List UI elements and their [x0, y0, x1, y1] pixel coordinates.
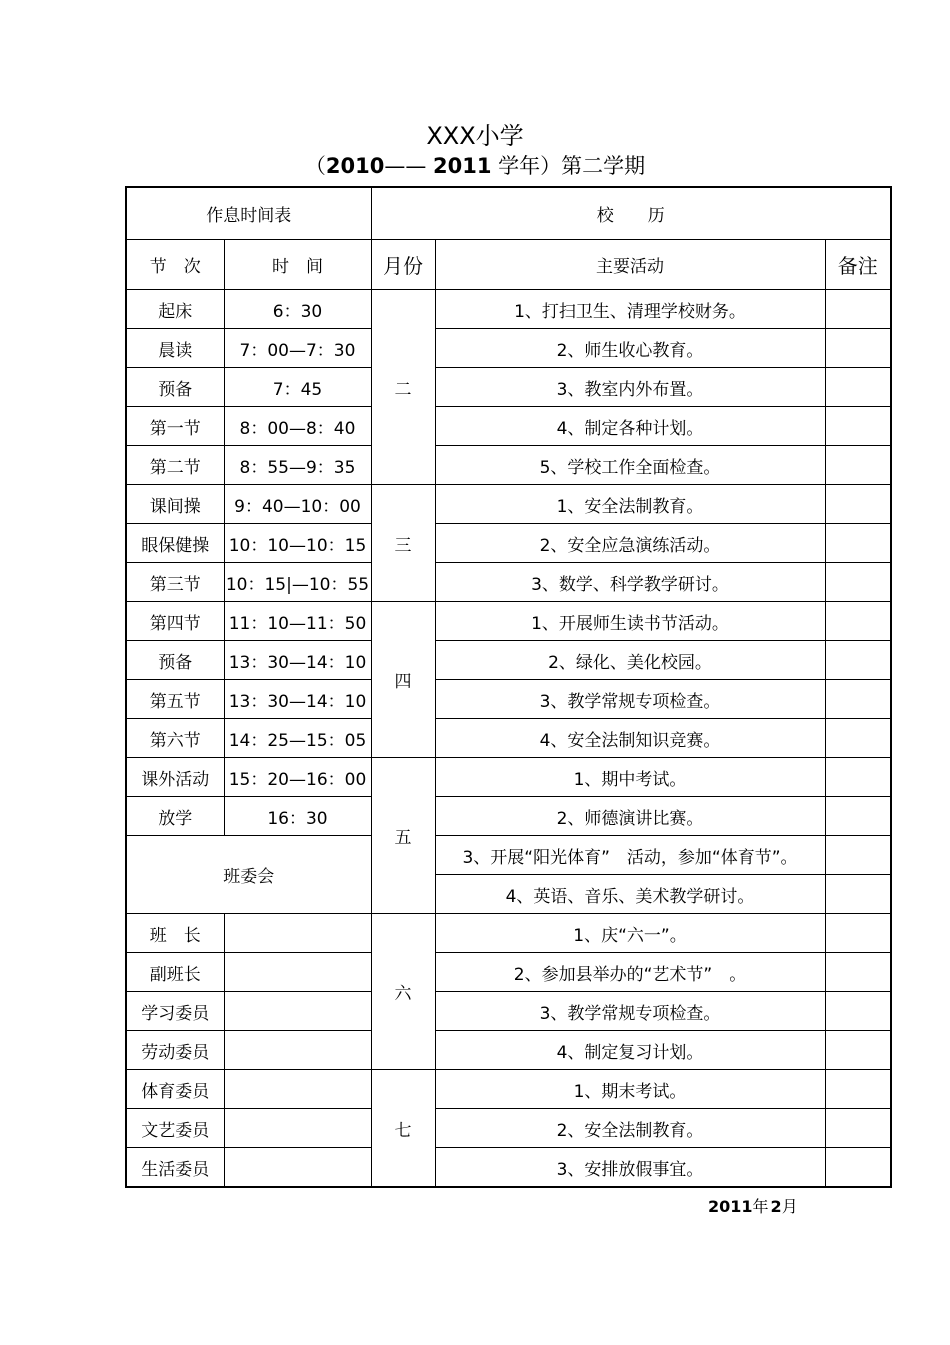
- note-cell: [825, 602, 891, 641]
- time-cell: 13：30—14：10: [224, 680, 371, 719]
- activity-cell: 1、打扫卫生、清理学校财务。: [435, 290, 825, 329]
- committee-role-cell: 文艺委员: [126, 1109, 224, 1148]
- note-cell: [825, 329, 891, 368]
- table-row: [126, 797, 891, 836]
- activity-cell: 1、期末考试。: [435, 1070, 825, 1109]
- table-row: [126, 329, 891, 368]
- col-month: 月份: [371, 240, 435, 290]
- period-cell: 第一节: [126, 407, 224, 446]
- table-row: [126, 1148, 891, 1188]
- note-cell: [825, 836, 891, 875]
- table-row: [126, 1031, 891, 1070]
- note-cell: [825, 485, 891, 524]
- time-cell: 6：30: [224, 290, 371, 329]
- activity-cell: 4、安全法制知识竞赛。: [435, 719, 825, 758]
- note-cell: [825, 446, 891, 485]
- committee-name-cell: [224, 1148, 371, 1188]
- activity-cell: 4、英语、音乐、美术教学研讨。: [435, 875, 825, 914]
- committee-role-cell: 学习委员: [126, 992, 224, 1031]
- activity-cell: 2、安全法制教育。: [435, 1109, 825, 1148]
- table-row: [126, 836, 891, 875]
- document-date: 2011年 2月: [708, 1197, 798, 1216]
- note-cell: [825, 563, 891, 602]
- time-cell: 14：25—15：05: [224, 719, 371, 758]
- time-cell: 11：10—11：50: [224, 602, 371, 641]
- activity-cell: 2、参加县举办的“艺术节” 。: [435, 953, 825, 992]
- table-row: [126, 368, 891, 407]
- period-cell: 第五节: [126, 680, 224, 719]
- table-row: [126, 290, 891, 329]
- month-cell: 三: [371, 485, 435, 602]
- period-cell: 眼保健操: [126, 524, 224, 563]
- month-cell: 六: [371, 914, 435, 1070]
- activity-cell: 3、开展“阳光体育” 活动，参加“体育节”。: [435, 836, 825, 875]
- activity-cell: 3、教学常规专项检查。: [435, 992, 825, 1031]
- col-activity: 主要活动: [435, 240, 825, 290]
- period-cell: 课外活动: [126, 758, 224, 797]
- col-note: 备注: [825, 240, 891, 290]
- col-period: 节 次: [126, 240, 224, 290]
- month-cell: 七: [371, 1070, 435, 1188]
- activity-cell: 4、制定各种计划。: [435, 407, 825, 446]
- calendar-title: 校 历: [371, 187, 891, 240]
- note-cell: [825, 680, 891, 719]
- time-cell: 9：40—10：00: [224, 485, 371, 524]
- month-cell: 五: [371, 758, 435, 914]
- activity-cell: 1、安全法制教育。: [435, 485, 825, 524]
- time-cell: 7：45: [224, 368, 371, 407]
- note-cell: [825, 1070, 891, 1109]
- month-cell: 二: [371, 290, 435, 485]
- table-row: [126, 953, 891, 992]
- activity-cell: 4、制定复习计划。: [435, 1031, 825, 1070]
- table-row: [126, 563, 891, 602]
- note-cell: [825, 992, 891, 1031]
- activity-cell: 2、安全应急演练活动。: [435, 524, 825, 563]
- table-row: [126, 1070, 891, 1109]
- committee-name-cell: [224, 992, 371, 1031]
- note-cell: [825, 719, 891, 758]
- period-cell: 第四节: [126, 602, 224, 641]
- period-cell: 预备: [126, 368, 224, 407]
- note-cell: [825, 407, 891, 446]
- time-cell: 10：10—10：15: [224, 524, 371, 563]
- committee-name-cell: [224, 953, 371, 992]
- note-cell: [825, 758, 891, 797]
- semester-title: （2010—— 2011 学年）第二学期: [304, 154, 646, 178]
- time-cell: 16：30: [224, 797, 371, 836]
- table-row: [126, 1109, 891, 1148]
- table-row: [126, 719, 891, 758]
- table-row: [126, 758, 891, 797]
- period-cell: 第六节: [126, 719, 224, 758]
- committee-role-cell: 体育委员: [126, 1070, 224, 1109]
- time-cell: 8：00—8：40: [224, 407, 371, 446]
- activity-cell: 2、师德演讲比赛。: [435, 797, 825, 836]
- committee-name-cell: [224, 1070, 371, 1109]
- period-cell: 起床: [126, 290, 224, 329]
- table-row: [126, 524, 891, 563]
- table-row: [126, 641, 891, 680]
- note-cell: [825, 875, 891, 914]
- col-time: 时 间: [224, 240, 371, 290]
- activity-cell: 3、数学、科学教学研讨。: [435, 563, 825, 602]
- table-row: [126, 485, 891, 524]
- note-cell: [825, 1109, 891, 1148]
- committee-name-cell: [224, 1031, 371, 1070]
- activity-cell: 5、学校工作全面检查。: [435, 446, 825, 485]
- period-cell: 课间操: [126, 485, 224, 524]
- time-cell: 15：20—16：00: [224, 758, 371, 797]
- table-row: [126, 992, 891, 1031]
- activity-cell: 3、教学常规专项检查。: [435, 680, 825, 719]
- table-row: [126, 602, 891, 641]
- period-cell: 第三节: [126, 563, 224, 602]
- time-cell: 7：00—7：30: [224, 329, 371, 368]
- note-cell: [825, 1148, 891, 1188]
- table-row: [126, 914, 891, 953]
- committee-role-cell: 班 长: [126, 914, 224, 953]
- activity-cell: 1、期中考试。: [435, 758, 825, 797]
- note-cell: [825, 953, 891, 992]
- committee-role-cell: 劳动委员: [126, 1031, 224, 1070]
- time-cell: 10：15|—10：55: [224, 563, 371, 602]
- class-committee-title: 班委会: [126, 836, 371, 914]
- committee-role-cell: 生活委员: [126, 1148, 224, 1188]
- table-row: [126, 446, 891, 485]
- committee-name-cell: [224, 1109, 371, 1148]
- note-cell: [825, 797, 891, 836]
- school-name: XXX小学: [426, 122, 524, 150]
- activity-cell: 1、庆“六一”。: [435, 914, 825, 953]
- note-cell: [825, 641, 891, 680]
- committee-role-cell: 副班长: [126, 953, 224, 992]
- schedule-calendar-table: [125, 186, 892, 1188]
- note-cell: [825, 1031, 891, 1070]
- time-cell: 8：55—9：35: [224, 446, 371, 485]
- activity-cell: 3、安排放假事宜。: [435, 1148, 825, 1188]
- activity-cell: 3、教室内外布置。: [435, 368, 825, 407]
- period-cell: 预备: [126, 641, 224, 680]
- period-cell: 第二节: [126, 446, 224, 485]
- table-row: [126, 407, 891, 446]
- committee-name-cell: [224, 914, 371, 953]
- activity-cell: 2、师生收心教育。: [435, 329, 825, 368]
- note-cell: [825, 524, 891, 563]
- activity-cell: 1、开展师生读书节活动。: [435, 602, 825, 641]
- table-row: [126, 680, 891, 719]
- activity-cell: 2、绿化、美化校园。: [435, 641, 825, 680]
- note-cell: [825, 368, 891, 407]
- month-cell: 四: [371, 602, 435, 758]
- note-cell: [825, 914, 891, 953]
- time-cell: 13：30—14：10: [224, 641, 371, 680]
- schedule-title: 作息时间表: [126, 187, 371, 240]
- note-cell: [825, 290, 891, 329]
- period-cell: 放学: [126, 797, 224, 836]
- period-cell: 晨读: [126, 329, 224, 368]
